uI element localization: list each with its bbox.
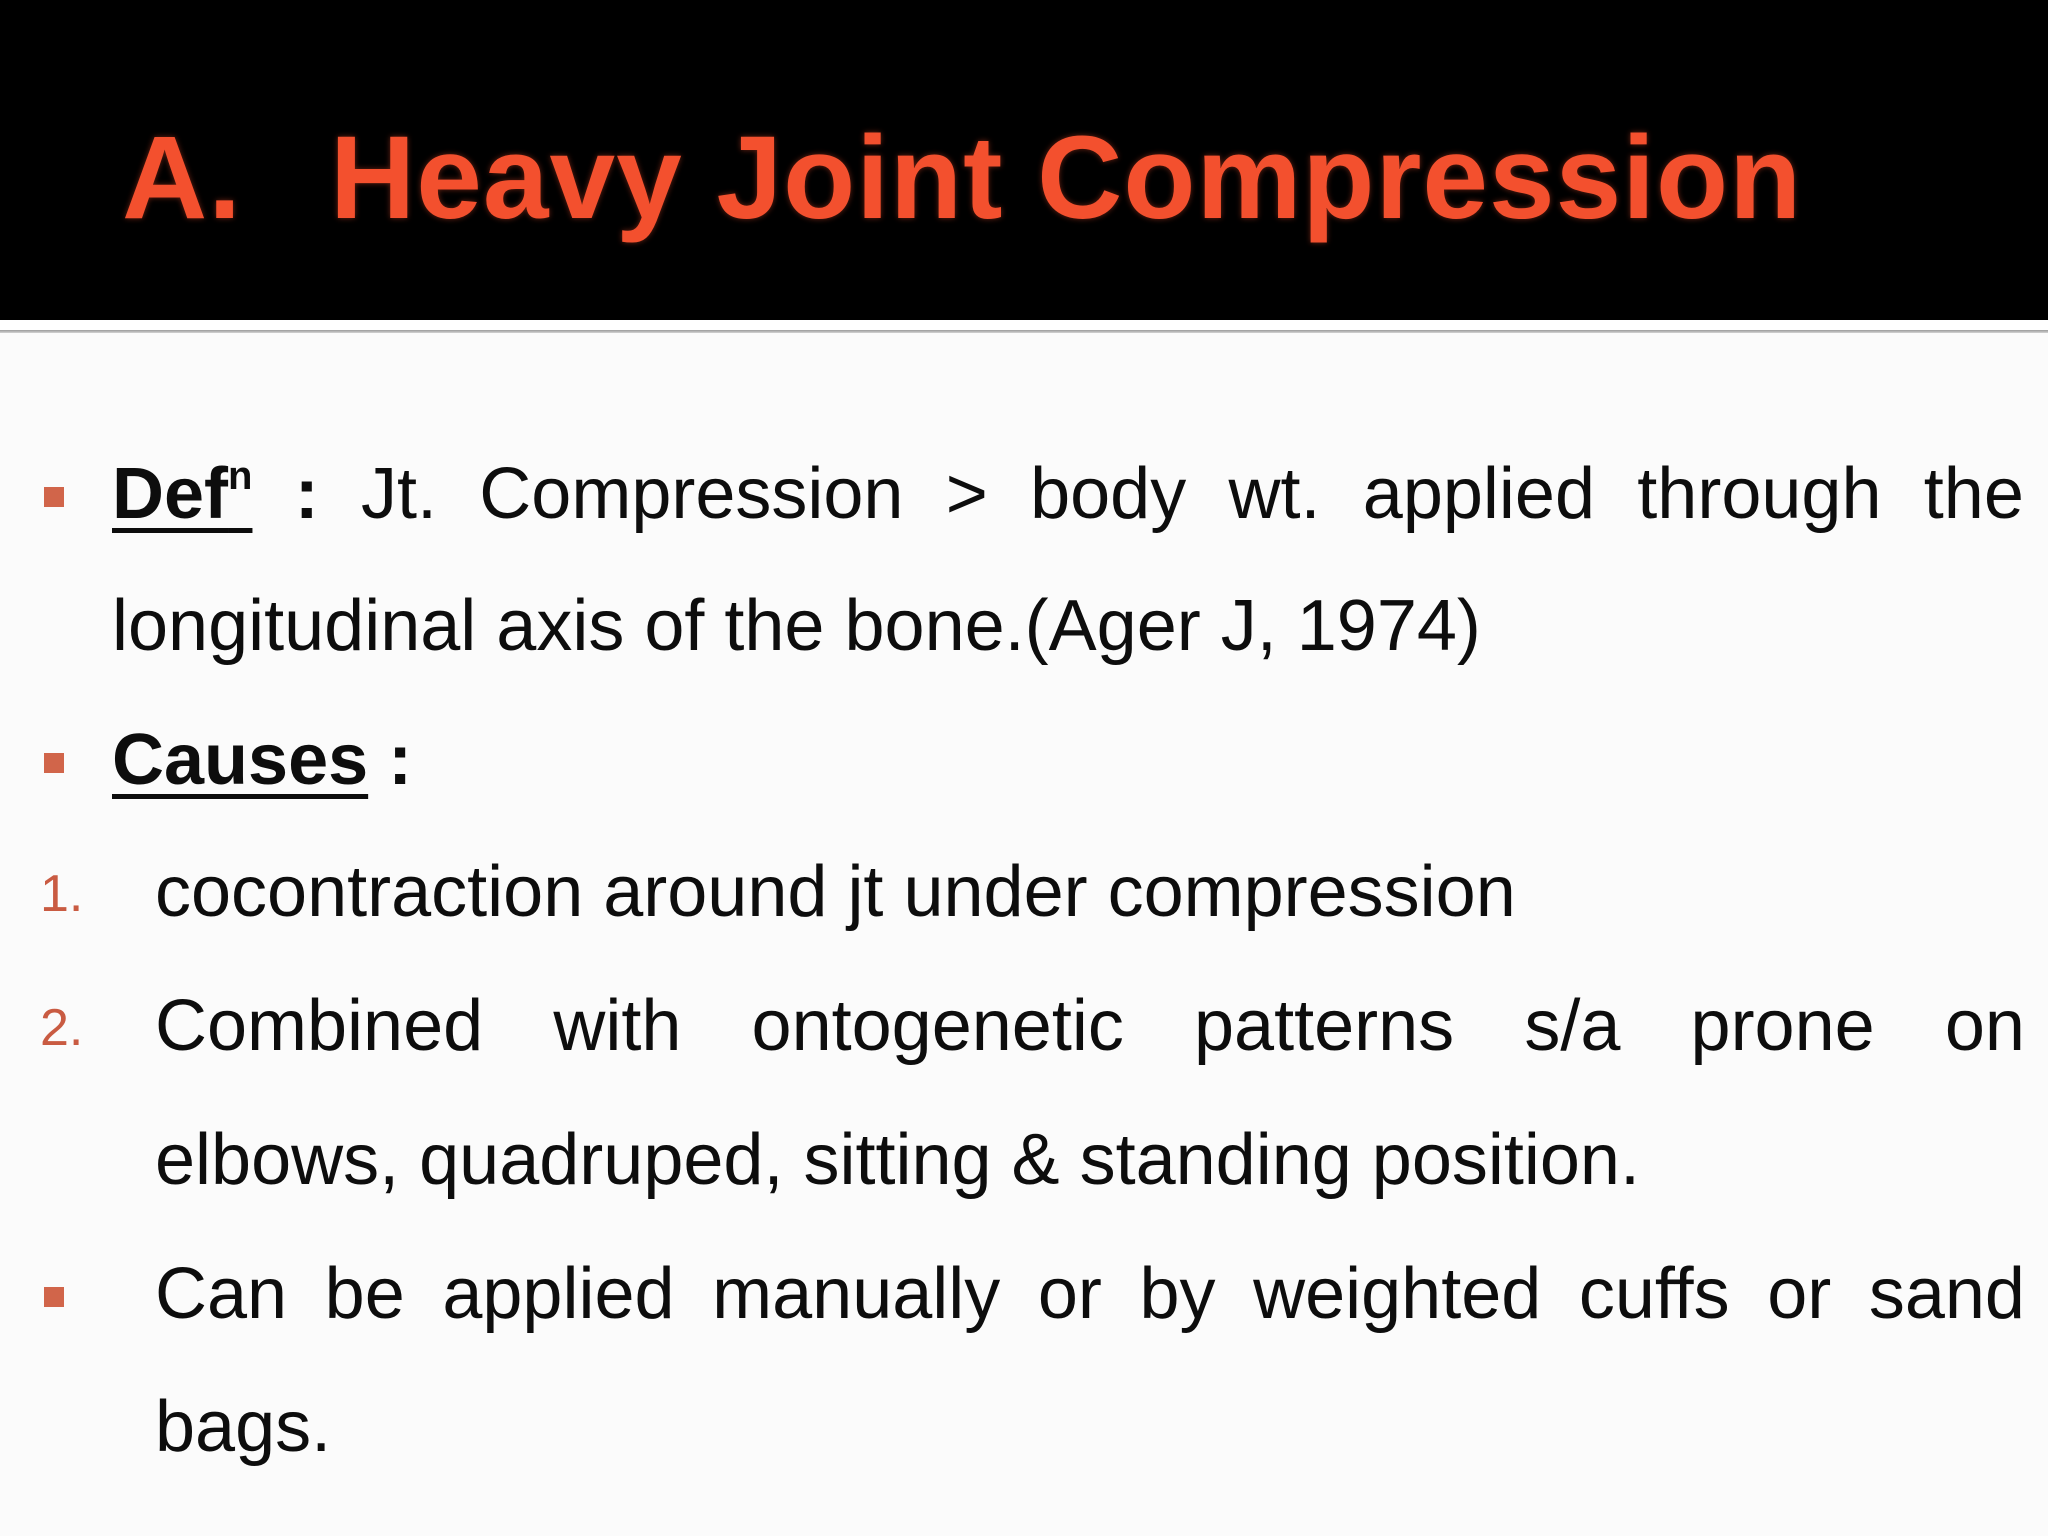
cause-word: ontogenetic bbox=[751, 986, 1124, 1066]
causes-label: Causes bbox=[112, 720, 369, 800]
slide-title bbox=[122, 108, 1802, 248]
application-line-2: bags. bbox=[155, 1387, 332, 1467]
application-word: manually bbox=[712, 1254, 1001, 1334]
application-word: be bbox=[324, 1254, 405, 1334]
cause-word: on bbox=[1944, 986, 2025, 1066]
definition-line-1 bbox=[112, 452, 2024, 536]
application-word: Can bbox=[155, 1254, 288, 1334]
definition-word: body bbox=[1030, 454, 1187, 534]
application-word: or bbox=[1767, 1254, 1832, 1334]
cause-word: s/a bbox=[1524, 986, 1621, 1066]
cause-word: with bbox=[553, 986, 682, 1066]
application-word: cuffs bbox=[1578, 1254, 1730, 1334]
title-marker: A. bbox=[122, 112, 242, 244]
slide-header bbox=[0, 0, 2048, 320]
definition-word: Compression bbox=[479, 454, 904, 534]
list-number: 1. bbox=[40, 865, 84, 923]
definition-word: through bbox=[1637, 454, 1882, 534]
cause-word: prone bbox=[1690, 986, 1875, 1066]
application-word: by bbox=[1139, 1254, 1216, 1334]
definition-line-2: longitudinal axis of the bone.(Ager J, 1974) bbox=[112, 586, 1481, 666]
cause-word: Combined bbox=[155, 986, 484, 1066]
definition-word: > bbox=[945, 454, 988, 534]
definition-word: Jt. bbox=[361, 454, 438, 534]
application-word: weighted bbox=[1253, 1254, 1542, 1334]
application-line-1 bbox=[155, 1252, 2025, 1336]
square-bullet-icon bbox=[44, 1287, 64, 1307]
definition-word: the bbox=[1923, 454, 2024, 534]
square-bullet-icon bbox=[44, 487, 64, 507]
application-word: or bbox=[1037, 1254, 1102, 1334]
definition-word: wt. bbox=[1228, 454, 1321, 534]
definition-term: Def$^n$ bbox=[112, 454, 253, 534]
definition-word: applied bbox=[1362, 454, 1596, 534]
cause-word: patterns bbox=[1194, 986, 1455, 1066]
application-word: applied bbox=[442, 1254, 675, 1334]
definition-colon: : bbox=[294, 454, 319, 534]
application-word: sand bbox=[1868, 1254, 2025, 1334]
causes-heading bbox=[112, 718, 412, 802]
list-number: 2. bbox=[40, 999, 84, 1057]
cause-item-2-line-2: elbows, quadruped, sitting & standing position. bbox=[155, 1120, 1640, 1200]
cause-item-1: cocontraction around jt under compression bbox=[155, 852, 1516, 932]
causes-colon: : bbox=[388, 720, 413, 800]
title-text: Heavy Joint Compression bbox=[330, 112, 1803, 244]
square-bullet-icon bbox=[44, 753, 64, 773]
cause-item-2-line-1 bbox=[155, 984, 2025, 1068]
